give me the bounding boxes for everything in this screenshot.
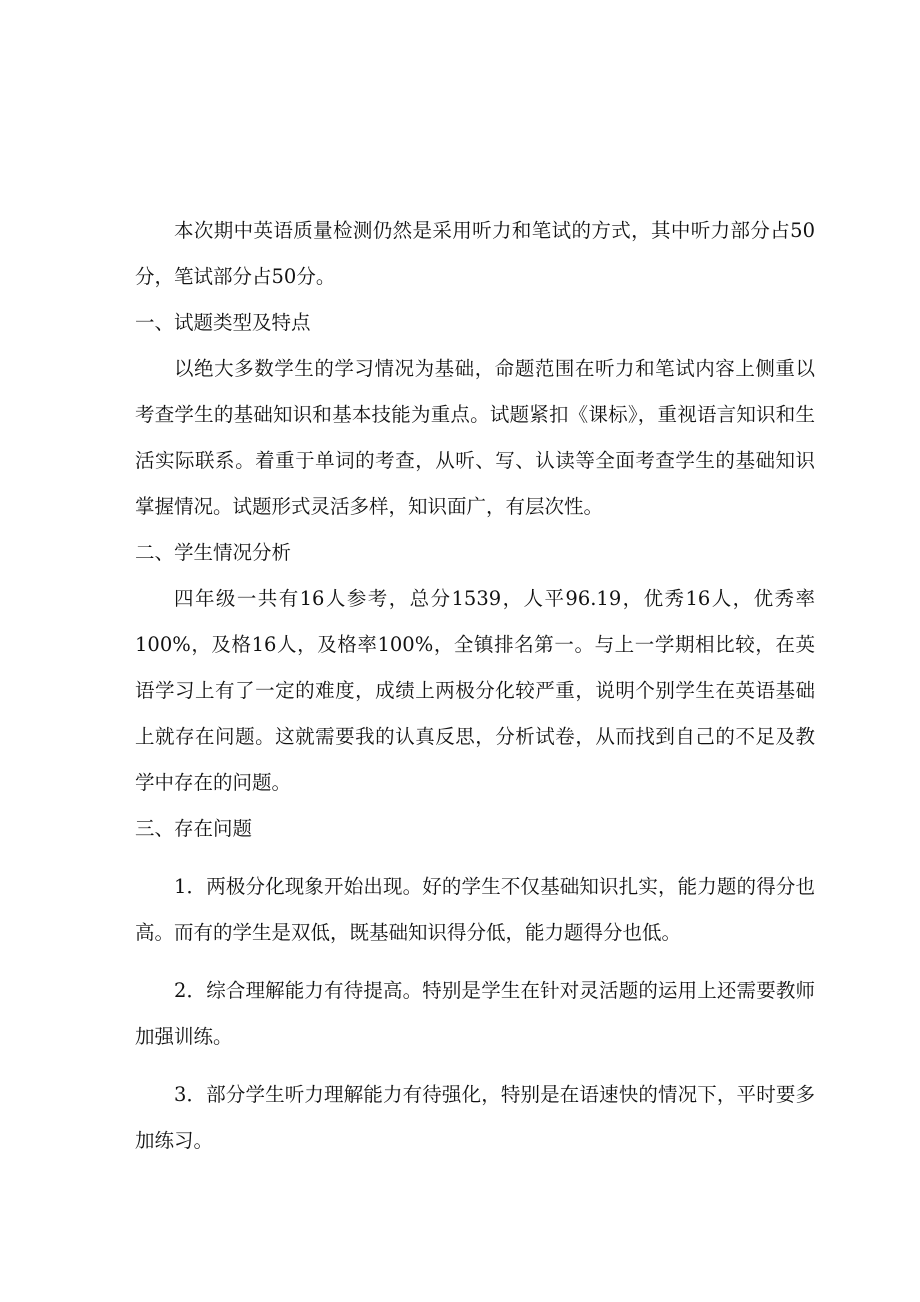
intro-paragraph: 本次期中英语质量检测仍然是采用听力和笔试的方式，其中听力部分占50分，笔试部分占50分。 [135, 219, 815, 288]
section-paragraph-2: 四年级一共有16人参考，总分1539，人平96.19，优秀16人，优秀率100%，及格16人，及格率100%，全镇排名第一。与上一学期相比较，在英语学习上有了一定的难度，成绩上两极分化较严重，说明个别学生在英语基础上就存在问题。这就需要我的认真反思，分析试卷，从而找到自己的不足及教学中存在的问题。 [135, 587, 815, 794]
section-heading-1: 一、试题类型及特点 [135, 311, 311, 334]
list-item: 3．部分学生听力理解能力有待强化，特别是在语速快的情况下，平时要多加练习。 [135, 1083, 815, 1152]
list-item: 2．综合理解能力有待提高。特别是学生在针对灵活题的运用上还需要教师加强训练。 [135, 979, 815, 1048]
list-item: 1．两极分化现象开始出现。好的学生不仅基础知识扎实，能力题的得分也高。而有的学生是双低，既基础知识得分低，能力题得分也低。 [135, 875, 815, 944]
problem-list [135, 864, 815, 1164]
section-paragraph-1: 以绝大多数学生的学习情况为基础，命题范围在听力和笔试内容上侧重以考查学生的基础知识和基本技能为重点。试题紧扣《课标》，重视语言知识和生活实际联系。着重于单词的考查，从听、写、认读等全面考查学生的基础知识掌握情况。试题形式灵活多样，知识面广，有层次性。 [135, 357, 815, 518]
section-heading-3: 三、存在问题 [135, 817, 253, 840]
section-heading-2: 二、学生情况分析 [135, 541, 292, 564]
document-body [135, 208, 815, 1164]
